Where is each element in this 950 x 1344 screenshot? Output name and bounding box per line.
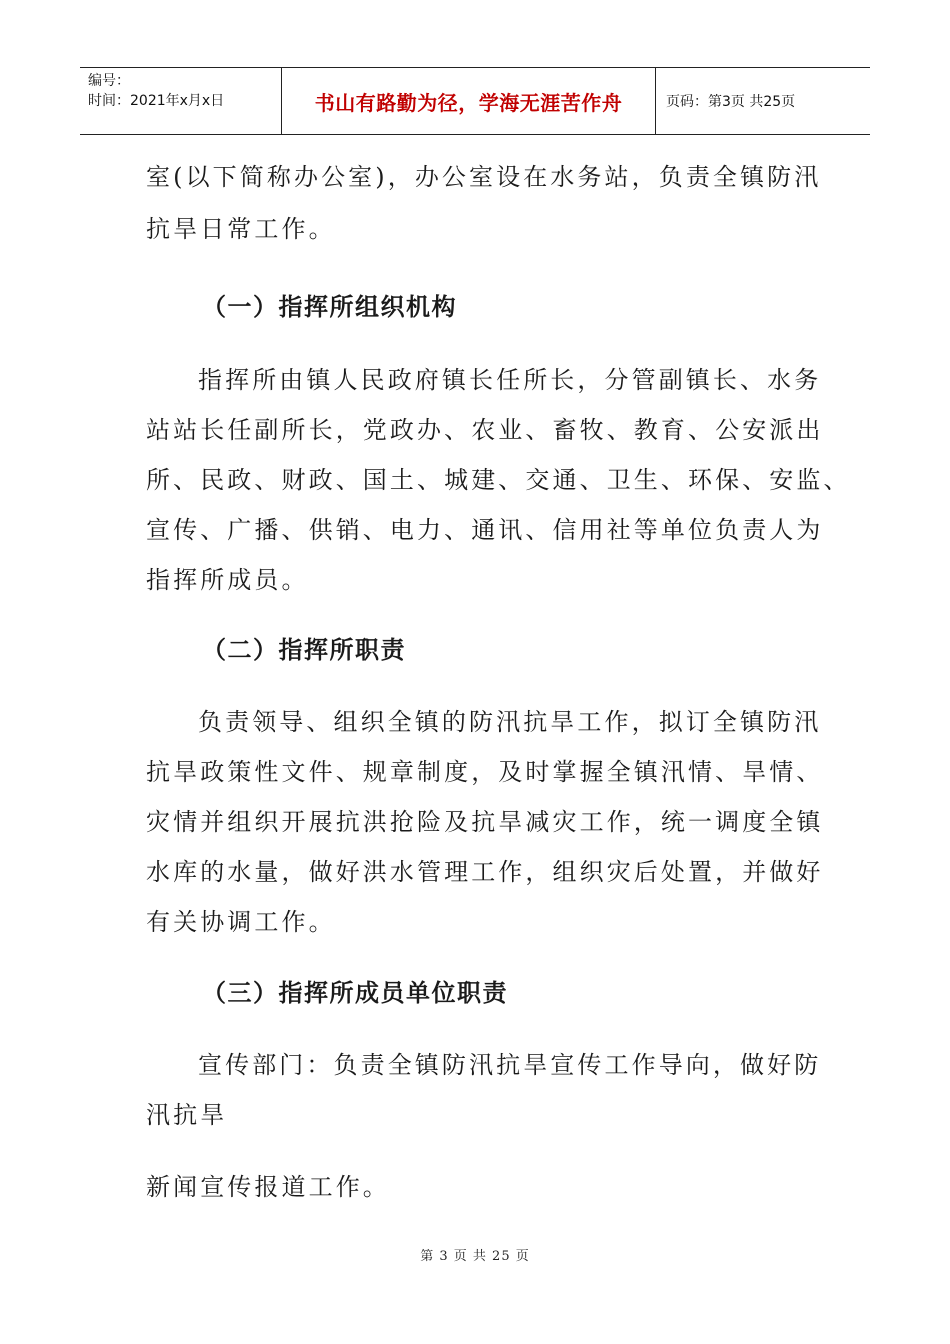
- section-heading-2: （二）指挥所职责: [202, 636, 406, 664]
- body-line: 抗旱日常工作。: [146, 215, 336, 243]
- document-header: [80, 67, 870, 135]
- body-line: 抗旱政策性文件、规章制度，及时掌握全镇汛情、旱情、: [146, 758, 824, 786]
- body-line: 新闻宣传报道工作。: [146, 1173, 390, 1201]
- body-line: 灾情并组织开展抗洪抢险及抗旱减灾工作，统一调度全镇: [146, 808, 824, 836]
- header-motto: 书山有路勤为径，学海无涯苦作舟: [282, 68, 656, 134]
- body-line: 负责领导、组织全镇的防汛抗旱工作，拟订全镇防汛: [198, 708, 822, 736]
- body-line: 指挥所由镇人民政府镇长任所长，分管副镇长、水务: [198, 366, 822, 394]
- section-heading-1: （一）指挥所组织机构: [202, 293, 457, 321]
- body-line: 宣传部门：负责全镇防汛抗旱宣传工作导向，做好防: [198, 1051, 822, 1079]
- section-heading-3: （三）指挥所成员单位职责: [202, 979, 508, 1007]
- body-line: 宣传、广播、供销、电力、通讯、信用社等单位负责人为: [146, 516, 824, 544]
- body-line: 室(以下简称办公室)，办公室设在水务站，负责全镇防汛: [146, 163, 822, 191]
- doc-number-label: 编号：: [88, 73, 130, 89]
- body-line: 指挥所成员。: [146, 566, 309, 594]
- body-line: 站站长任副所长，党政办、农业、畜牧、教育、公安派出: [146, 416, 824, 444]
- body-line: 有关协调工作。: [146, 908, 336, 936]
- body-line: 汛抗旱: [146, 1101, 228, 1129]
- body-line: 所、民政、财政、国土、城建、交通、卫生、环保、安监、: [146, 466, 851, 494]
- body-line: 水库的水量，做好洪水管理工作，组织灾后处置，并做好: [146, 858, 824, 886]
- page-footer: 第 3 页 共 25 页: [420, 1249, 530, 1264]
- doc-time-label: 时间：2021年x月x日: [88, 93, 225, 109]
- header-page-info: 页码：第3页 共25页: [666, 94, 796, 110]
- header-meta: [80, 68, 282, 134]
